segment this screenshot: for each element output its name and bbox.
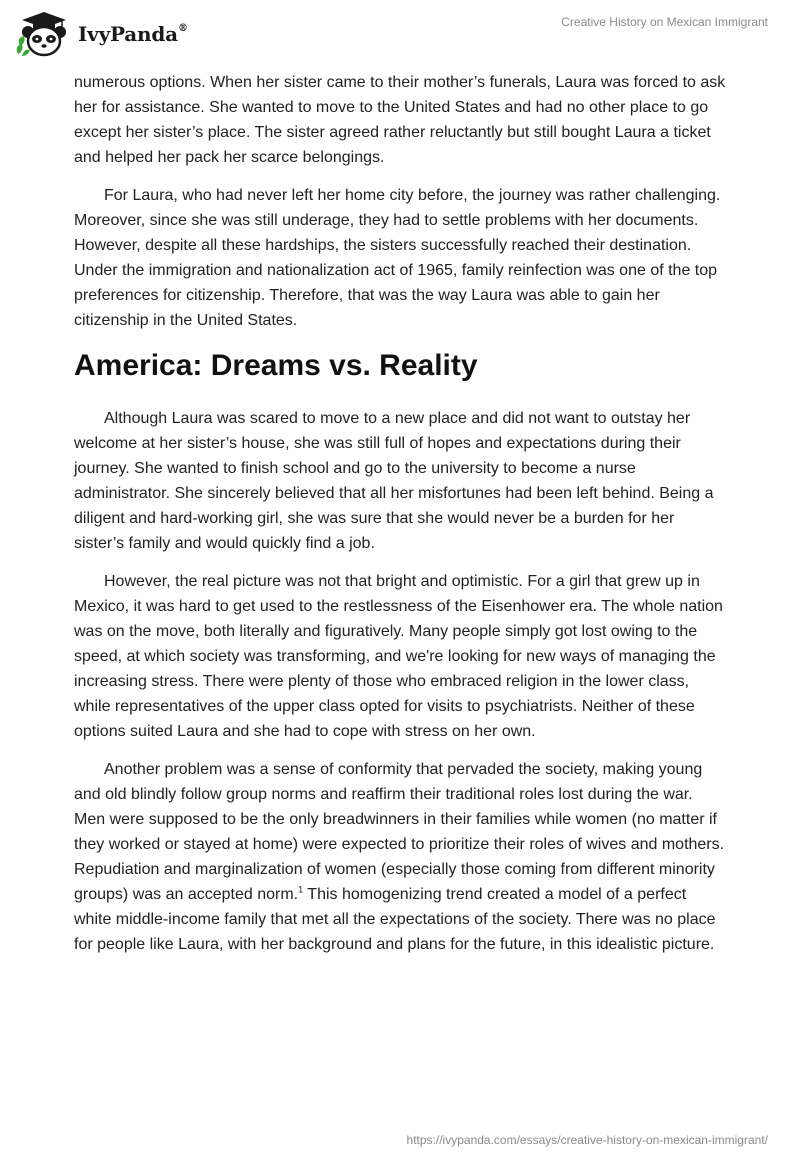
paragraph-text-before-ref: Another problem was a sense of conformity that pervaded the society, making young and old blindly follow group norms and reaffirm their traditional roles lost during the war. Men were supposed to be the only breadwinners in their families while women (no matter if they worked or stayed at home) were expected to prioritize their roles of wives and mothers. Repudiation and marginalization of women (especially those coming from different minority groups) was an accepted norm. (74, 761, 725, 903)
paragraph-section-1: Although Laura was scared to move to a new place and did not want to outstay her welcome at her sister’s house, she was still full of hopes and expectations during their journey. She wanted to finish school and go to the university to become a nurse administrator. She sincerely believed that all her misfortunes had been left behind. Being a diligent and hard-working girl, she was sure that she would never be a burden for her sister’s family and would quickly find a job. (74, 410, 714, 552)
ivypanda-logo-link[interactable] (14, 10, 188, 58)
document-title: Creative History on Mexican Immigrant (561, 15, 768, 29)
paragraph-intro-2: For Laura, who had never left her home city before, the journey was rather challenging. Moreover, since she was still underage, they had to settle problems with her documents. However, despite all these hardships, the sisters successfully reached their destination. Under the immigration and nationalization act of 1965, family reinfection was one of the top preferences for citizenship. Therefore, that was the way Laura was able to gain her citizenship in the United States. (74, 187, 721, 329)
panda-graduate-icon (14, 10, 74, 58)
section-heading: America: Dreams vs. Reality (74, 349, 478, 382)
paragraph-intro-1: numerous options. When her sister came to their mother’s funerals, Laura was forced to ask her for assistance. She wanted to move to the United States and had no other place to go except her sister’s place. The sister agreed rather reluctantly but still bought Laura a ticket and helped her pack her scarce belongings. (74, 74, 726, 166)
brand-name: IvyPanda® (78, 22, 188, 46)
footnote-reference[interactable]: 1 (298, 884, 304, 895)
page-header (0, 0, 800, 70)
paragraph-section-2: However, the real picture was not that bright and optimistic. For a girl that grew up in Mexico, it was hard to get used to the restlessness of the Eisenhower era. The whole nation was on the move, both literally and figuratively. Many people simply got lost owing to the speed, at which society was transforming, and we're looking for new ways of managing the increasing stress. There were plenty of those who embraced religion in the lower class, while representatives of the upper class opted for visits to psychiatrists. Neither of these options suited Laura and she had to cope with stress on her own. (74, 573, 723, 740)
paragraph-section-3 (74, 757, 726, 957)
paragraph-text-after-ref: This homogenizing trend created a model of a perfect white middle-income family that met all the expectations of the society. There was no place for people like Laura, with her background and plans for the future, in this idealistic picture. (74, 886, 716, 953)
essay-content (74, 70, 726, 970)
source-url-link[interactable]: https://ivypanda.com/essays/creative-history-on-mexican-immigrant/ (406, 1133, 768, 1147)
